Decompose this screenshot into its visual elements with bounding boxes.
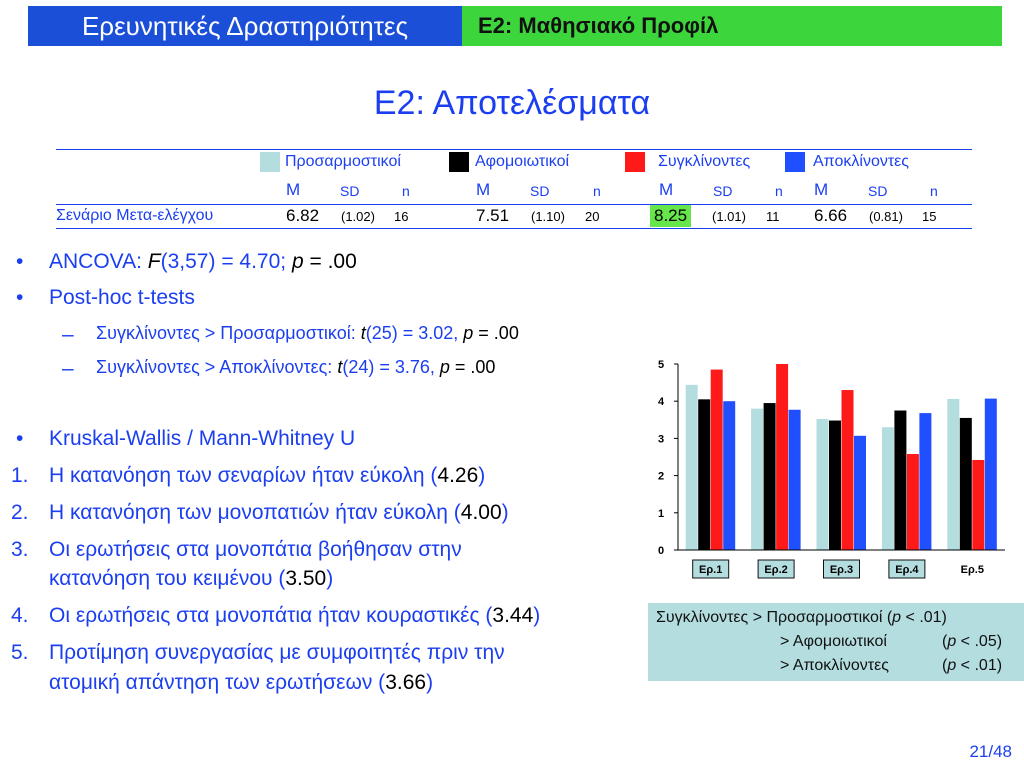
- y-tick-label: 1: [658, 507, 665, 520]
- bar: [919, 413, 931, 550]
- section-title: Ερευνητικές Δραστηριότητες: [28, 6, 462, 46]
- legend-swatch-converging: [625, 152, 645, 172]
- dash-marker: –: [62, 323, 74, 346]
- value-n: 15: [922, 209, 937, 224]
- group-name-assimilating: Αφομοιωτικοί: [475, 153, 570, 170]
- x-tick-label: Ερ.5: [960, 564, 984, 576]
- bar: [894, 411, 906, 551]
- dash-marker: –: [62, 357, 74, 380]
- header-sd: SD: [340, 183, 360, 199]
- header-m: M: [286, 180, 301, 199]
- bar: [711, 370, 723, 550]
- note-line-3-p: (p < .01): [942, 657, 1003, 674]
- bar: [882, 427, 894, 550]
- header-sd: SD: [713, 183, 733, 199]
- bar: [817, 419, 829, 550]
- bar: [829, 421, 841, 550]
- posthoc-heading: Post-hoc t-tests: [49, 286, 195, 309]
- survey-item-4: Οι ερωτήσεις στα μονοπάτια ήταν κουραστικές (3.44): [49, 604, 541, 627]
- bar: [907, 454, 919, 550]
- legend-swatch-assimilating: [449, 152, 469, 172]
- bullet-dot: •: [16, 427, 24, 450]
- bar: [723, 401, 735, 550]
- header-n: n: [593, 183, 601, 199]
- bar: [764, 403, 776, 550]
- survey-item-1: Η κατανόηση των σεναρίων ήταν εύκολη (4.26): [49, 464, 486, 487]
- bar: [776, 364, 788, 550]
- bar-chart: [640, 352, 1020, 592]
- bar: [854, 436, 866, 550]
- y-tick-label: 5: [658, 359, 665, 371]
- header-n: n: [775, 183, 783, 199]
- bar: [686, 385, 698, 550]
- item-number: 4.: [11, 604, 29, 627]
- kruskal-heading: Kruskal-Wallis / Mann-Whitney U: [49, 427, 356, 450]
- note-line-2: > Αφομοιωτικοί: [780, 633, 887, 650]
- ancova-result: ANCOVA: F(3,57) = 4.70; p = .00: [49, 250, 357, 273]
- bar: [985, 399, 997, 550]
- y-tick-label: 3: [658, 433, 665, 446]
- x-tick-label: Ερ.3: [829, 564, 854, 576]
- results-table: [56, 149, 972, 229]
- bar: [972, 460, 984, 550]
- item-number: 5.: [11, 641, 29, 664]
- x-tick-label: Ερ.4: [895, 564, 919, 576]
- header-n: n: [402, 183, 410, 199]
- row-label: Σενάριο Μετα-ελέγχου: [56, 207, 214, 224]
- header-n: n: [930, 183, 938, 199]
- value-n: 16: [394, 209, 409, 224]
- value-sd: (1.01): [712, 209, 746, 224]
- slide-title: Ε2: Αποτελέσματα: [373, 84, 651, 122]
- value-m-highlighted: 8.25: [650, 205, 691, 227]
- legend-swatch-adaptive: [260, 152, 280, 172]
- survey-item-2: Η κατανόηση των μονοπατιών ήταν εύκολη (4.00): [49, 501, 509, 524]
- bullet-dot: •: [16, 250, 24, 273]
- group-name-converging: Συγκλίνοντες: [658, 153, 751, 170]
- item-number: 2.: [11, 501, 29, 524]
- x-tick-label: Ερ.2: [764, 564, 788, 576]
- note-line-2-p: (p < .05): [942, 633, 1003, 650]
- bullet-dot: •: [16, 286, 24, 309]
- header-sd: SD: [868, 183, 888, 199]
- survey-item-5-cont: ατομική απάντηση των ερωτήσεων (3.66): [49, 671, 434, 694]
- header-m: M: [814, 180, 829, 199]
- table-mid-rule: [56, 204, 972, 205]
- table-top-rule: [56, 149, 972, 150]
- value-n: 20: [585, 209, 600, 224]
- survey-item-5: Προτίμηση συνεργασίας με συμφοιτητές πριν την: [49, 641, 505, 664]
- value-n: 11: [766, 209, 780, 224]
- header-sd: SD: [530, 183, 550, 199]
- posthoc-test-1: Συγκλίνοντες > Προσαρμοστικοί: t(25) = 3.02, p = .00: [96, 323, 519, 343]
- header-m: M: [659, 180, 674, 199]
- value-m: 6.82: [286, 206, 320, 225]
- bar: [751, 409, 763, 550]
- y-tick-label: 0: [658, 545, 665, 557]
- y-tick-label: 2: [658, 470, 665, 483]
- value-sd: (0.81): [869, 209, 903, 224]
- group-name-diverging: Αποκλίνοντες: [813, 153, 909, 170]
- page-number: 21/48: [969, 742, 1012, 761]
- item-number: 1.: [11, 464, 29, 487]
- posthoc-test-2: Συγκλίνοντες > Αποκλίνοντες: t(24) = 3.76, p = .00: [96, 357, 496, 377]
- significance-note: [648, 603, 1024, 681]
- note-line-1: Συγκλίνοντες > Προσαρμοστικοί (p < .01): [656, 609, 947, 626]
- bar: [947, 399, 959, 550]
- value-m: 6.66: [814, 206, 848, 225]
- legend-swatch-diverging: [785, 152, 805, 172]
- value-sd: (1.02): [341, 209, 375, 224]
- survey-item-3: Οι ερωτήσεις στα μονοπάτια βοήθησαν στην: [49, 538, 462, 561]
- header-m: M: [476, 180, 491, 199]
- group-name-adaptive: Προσαρμοστικοί: [285, 153, 401, 170]
- bar: [698, 399, 710, 550]
- value-sd: (1.10): [531, 209, 565, 224]
- bar: [842, 390, 854, 550]
- x-tick-label: Ερ.1: [699, 564, 723, 576]
- note-line-3: > Αποκλίνοντες: [780, 657, 889, 674]
- item-number: 3.: [11, 538, 29, 561]
- value-m: 7.51: [476, 206, 510, 225]
- bar: [789, 410, 801, 550]
- y-tick-label: 4: [658, 396, 665, 409]
- subsection-title: Ε2: Μαθησιακό Προφίλ: [462, 6, 1002, 46]
- survey-item-3-cont: κατανόηση του κειμένου (3.50): [49, 567, 334, 590]
- bar: [960, 418, 972, 550]
- table-bottom-rule: [56, 228, 972, 229]
